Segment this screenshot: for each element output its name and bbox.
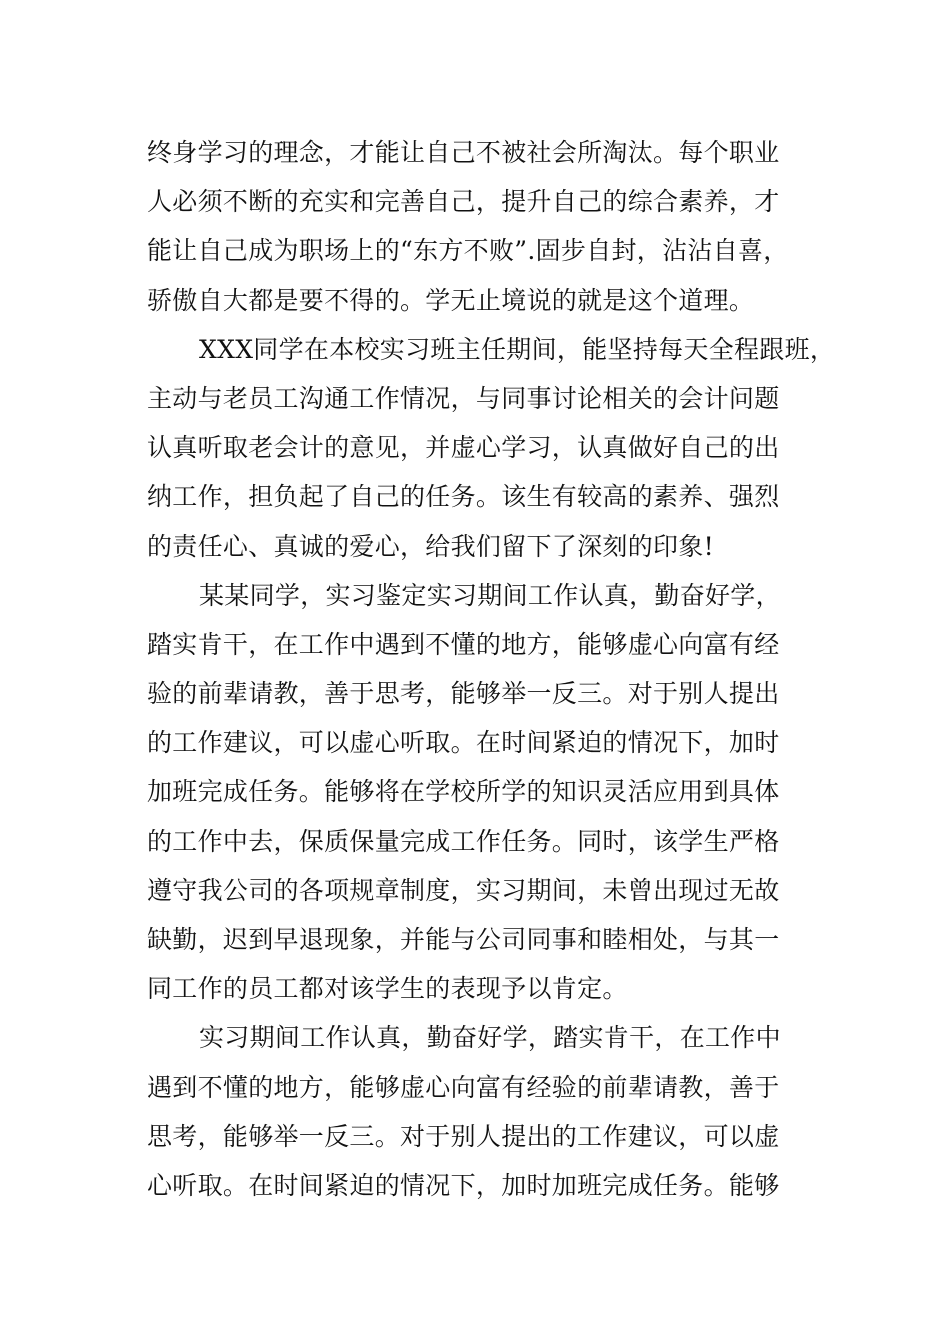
text-line: 的工作建议，可以虚心听取。在时间紧迫的情况下，加时	[147, 728, 780, 758]
text-line: 人必须不断的充实和完善自己，提升自己的综合素养，才	[147, 187, 780, 217]
text-line: 的工作中去，保质保量完成工作任务。同时，该学生严格	[147, 826, 780, 856]
text-line: 心听取。在时间紧迫的情况下，加时加班完成任务。能够	[147, 1170, 780, 1200]
text-line: 骄傲自大都是要不得的。学无止境说的就是这个道理。	[147, 285, 755, 315]
text-line: 的责任心、真诚的爱心，给我们留下了深刻的印象!	[147, 531, 714, 561]
text-line: 验的前辈请教，善于思考，能够举一反三。对于别人提出	[147, 679, 780, 709]
text-line: 能让自己成为职场上的“东方不败”.固步自封，沾沾自喜，	[147, 236, 789, 266]
text-line: 终身学习的理念，才能让自己不被社会所淘汰。每个职业	[147, 138, 780, 167]
document-body	[147, 128, 837, 1210]
text-line: 踏实肯干，在工作中遇到不懂的地方，能够虚心向富有经	[147, 629, 780, 659]
paragraph-first-line: XXX同学在本校实习班主任期间，能坚持每天全程跟班，	[199, 334, 836, 364]
text-line: 加班完成任务。能够将在学校所学的知识灵活应用到具体	[147, 777, 780, 807]
text-line: 认真听取老会计的意见，并虚心学习，认真做好自己的出	[147, 433, 780, 463]
text-line: 主动与老员工沟通工作情况，与同事讨论相关的会计问题	[147, 383, 780, 413]
paragraph-first-line: 某某同学，实习鉴定实习期间工作认真，勤奋好学，	[199, 580, 781, 610]
paragraph-first-line: 实习期间工作认真，勤奋好学，踏实肯干，在工作中	[199, 1023, 781, 1053]
text-line: 思考，能够举一反三。对于别人提出的工作建议，可以虚	[147, 1121, 780, 1151]
text-line: 纳工作，担负起了自己的任务。该生有较高的素养、强烈	[147, 482, 780, 512]
text-line: 遵守我公司的各项规章制度，实习期间，未曾出现过无故	[147, 875, 780, 905]
text-line: 缺勤，迟到早退现象，并能与公司同事和睦相处，与其一	[147, 925, 780, 954]
text-line: 同工作的员工都对该学生的表现予以肯定。	[147, 974, 628, 1004]
text-line: 遇到不懂的地方，能够虚心向富有经验的前辈请教，善于	[147, 1072, 780, 1102]
